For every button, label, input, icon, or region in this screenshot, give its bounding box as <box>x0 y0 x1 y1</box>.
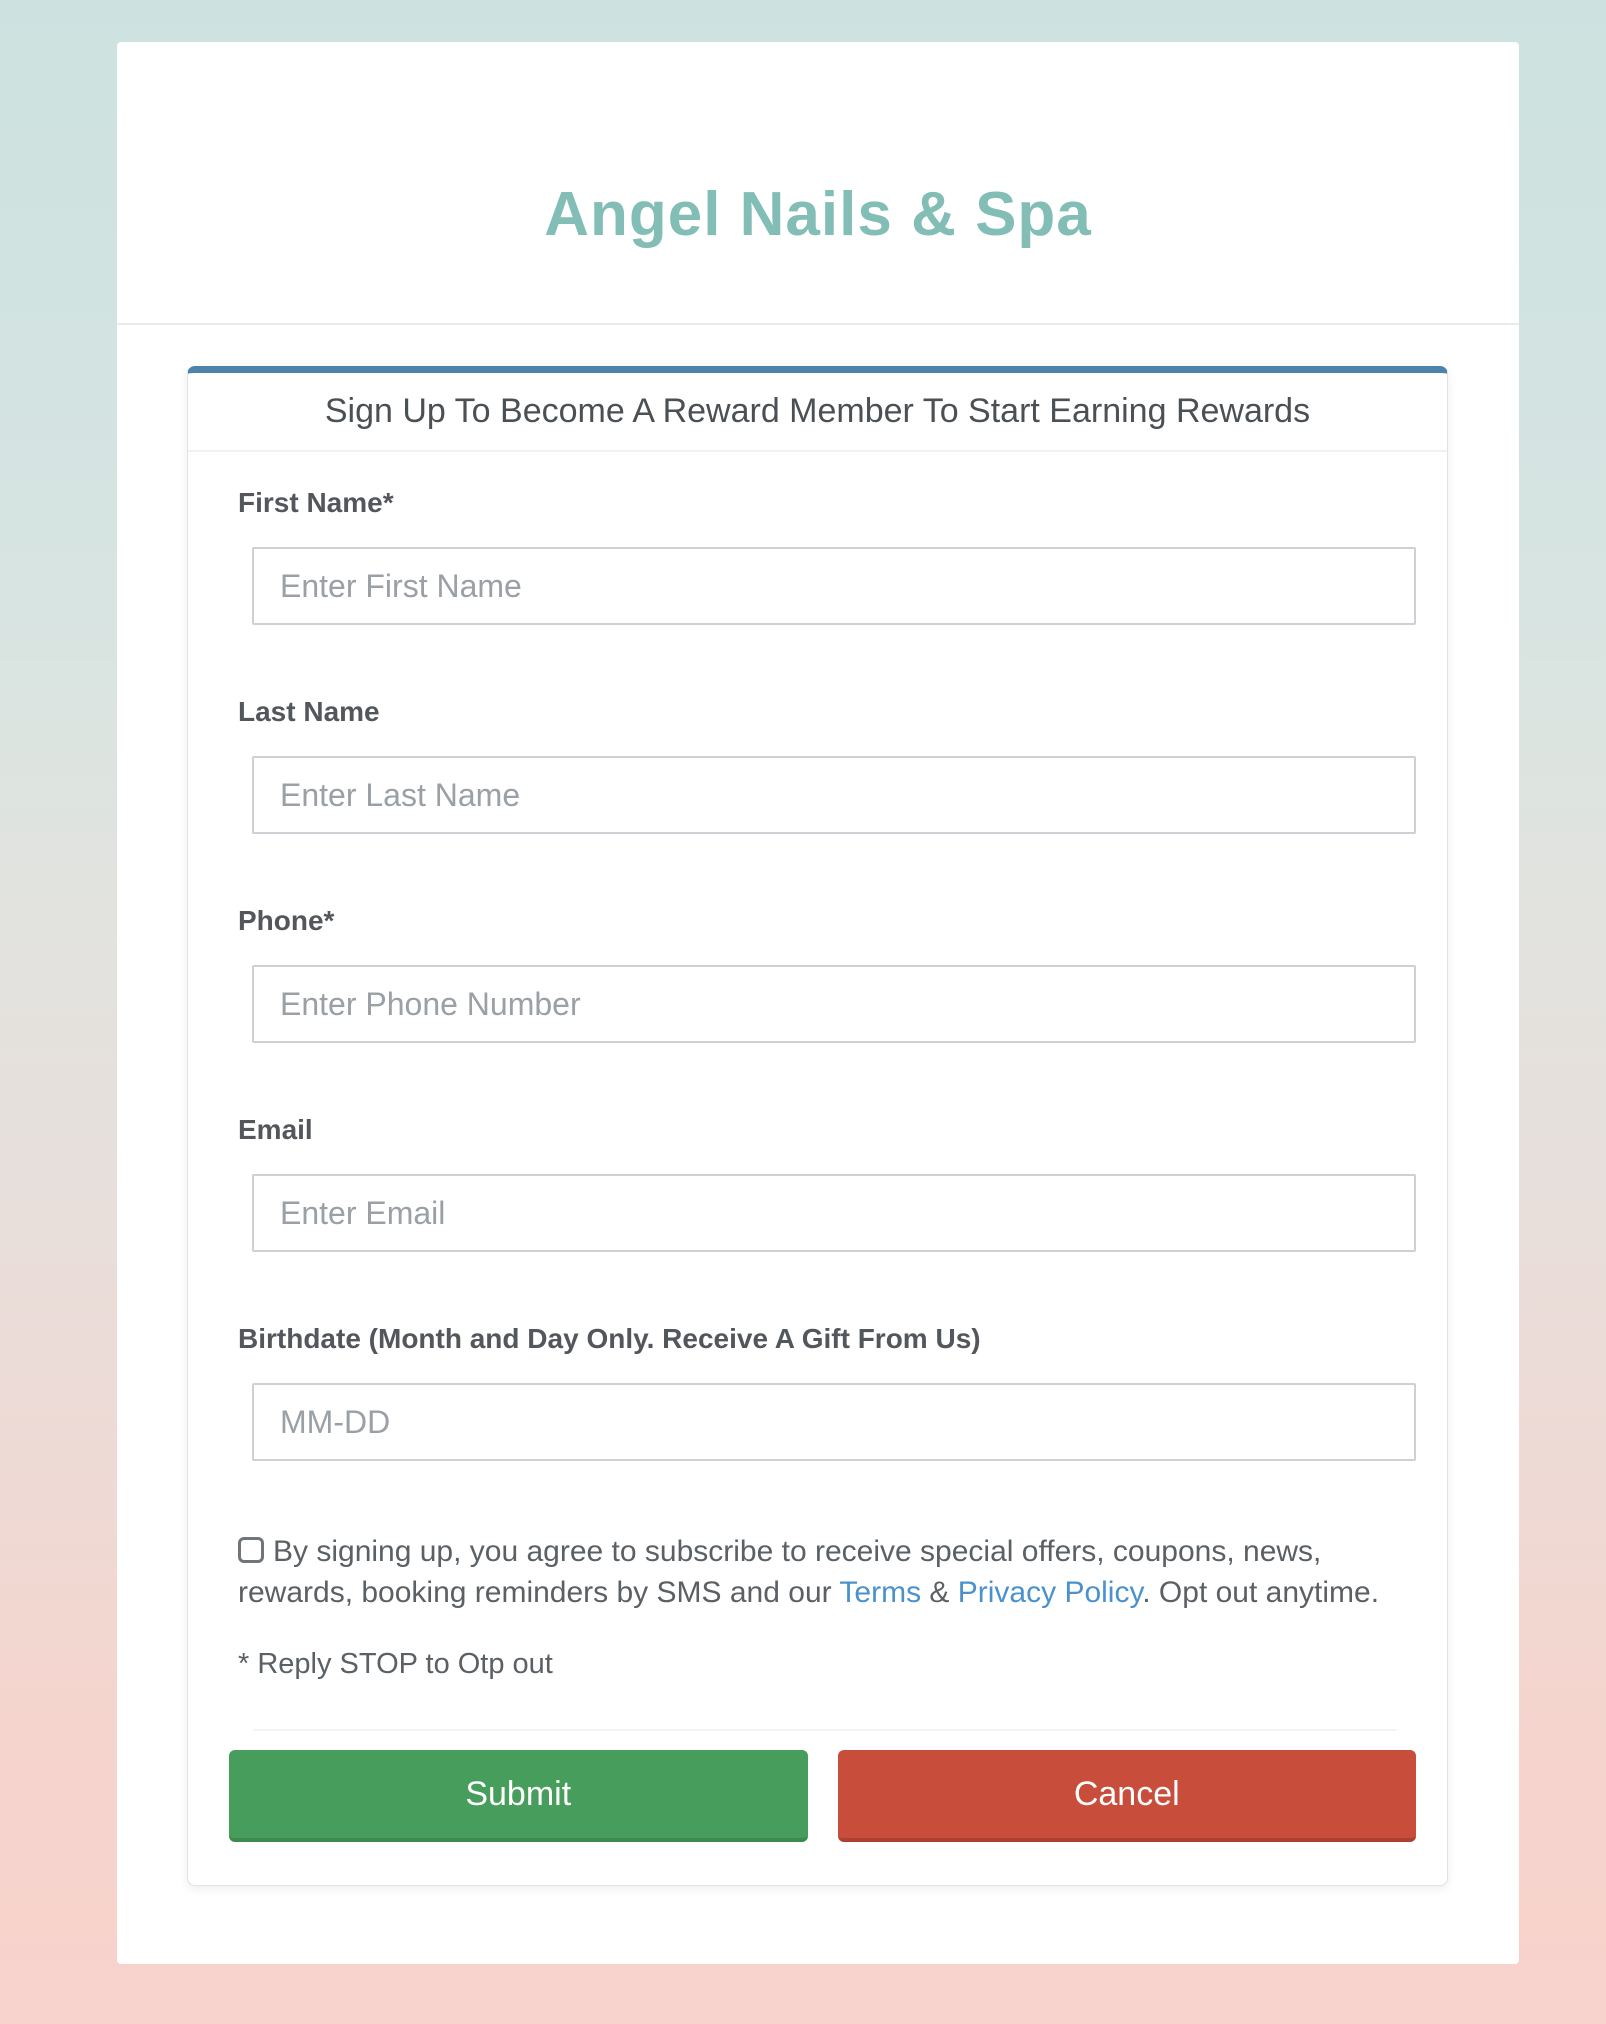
signup-form-card <box>187 366 1448 1886</box>
field-first-name <box>238 486 1416 625</box>
button-row <box>229 1750 1416 1842</box>
footer-divider <box>254 1729 1396 1731</box>
field-birthdate <box>238 1322 1416 1461</box>
sms-consent-checkbox[interactable] <box>238 1537 264 1563</box>
field-phone <box>238 904 1416 1043</box>
last-name-label: Last Name <box>238 696 380 727</box>
submit-button[interactable]: Submit <box>229 1750 808 1842</box>
cancel-button[interactable]: Cancel <box>838 1750 1417 1842</box>
first-name-label: First Name* <box>238 487 394 518</box>
email-input[interactable] <box>252 1174 1416 1252</box>
phone-input[interactable] <box>252 965 1416 1043</box>
last-name-input[interactable] <box>252 756 1416 834</box>
email-label: Email <box>238 1114 313 1145</box>
phone-label: Phone* <box>238 905 335 936</box>
stop-optout-note: * Reply STOP to Otp out <box>238 1648 553 1680</box>
privacy-policy-link[interactable]: Privacy Policy <box>957 1576 1143 1609</box>
consent-text-after: . Opt out anytime. <box>1142 1576 1380 1609</box>
consent-separator: & <box>921 1576 958 1609</box>
brand-header <box>117 42 1519 325</box>
terms-link[interactable]: Terms <box>839 1576 922 1609</box>
first-name-input[interactable] <box>252 547 1416 625</box>
birthdate-input[interactable] <box>252 1383 1416 1461</box>
consent-row <box>238 1531 1416 1613</box>
main-card <box>117 42 1519 1964</box>
field-email <box>238 1113 1416 1252</box>
page-title: Angel Nails & Spa <box>544 180 1092 249</box>
consent-text-before: By signing up, you agree to subscribe to receive special offers, coupons, news, rewards, booking reminders by SMS and our <box>238 1535 1322 1609</box>
birthdate-label: Birthdate (Month and Day Only. Receive A Gift From Us) <box>238 1323 981 1354</box>
form-header-title: Sign Up To Become A Reward Member To Start Earning Rewards <box>188 373 1447 452</box>
field-last-name <box>238 695 1416 834</box>
form-body <box>188 452 1447 1842</box>
